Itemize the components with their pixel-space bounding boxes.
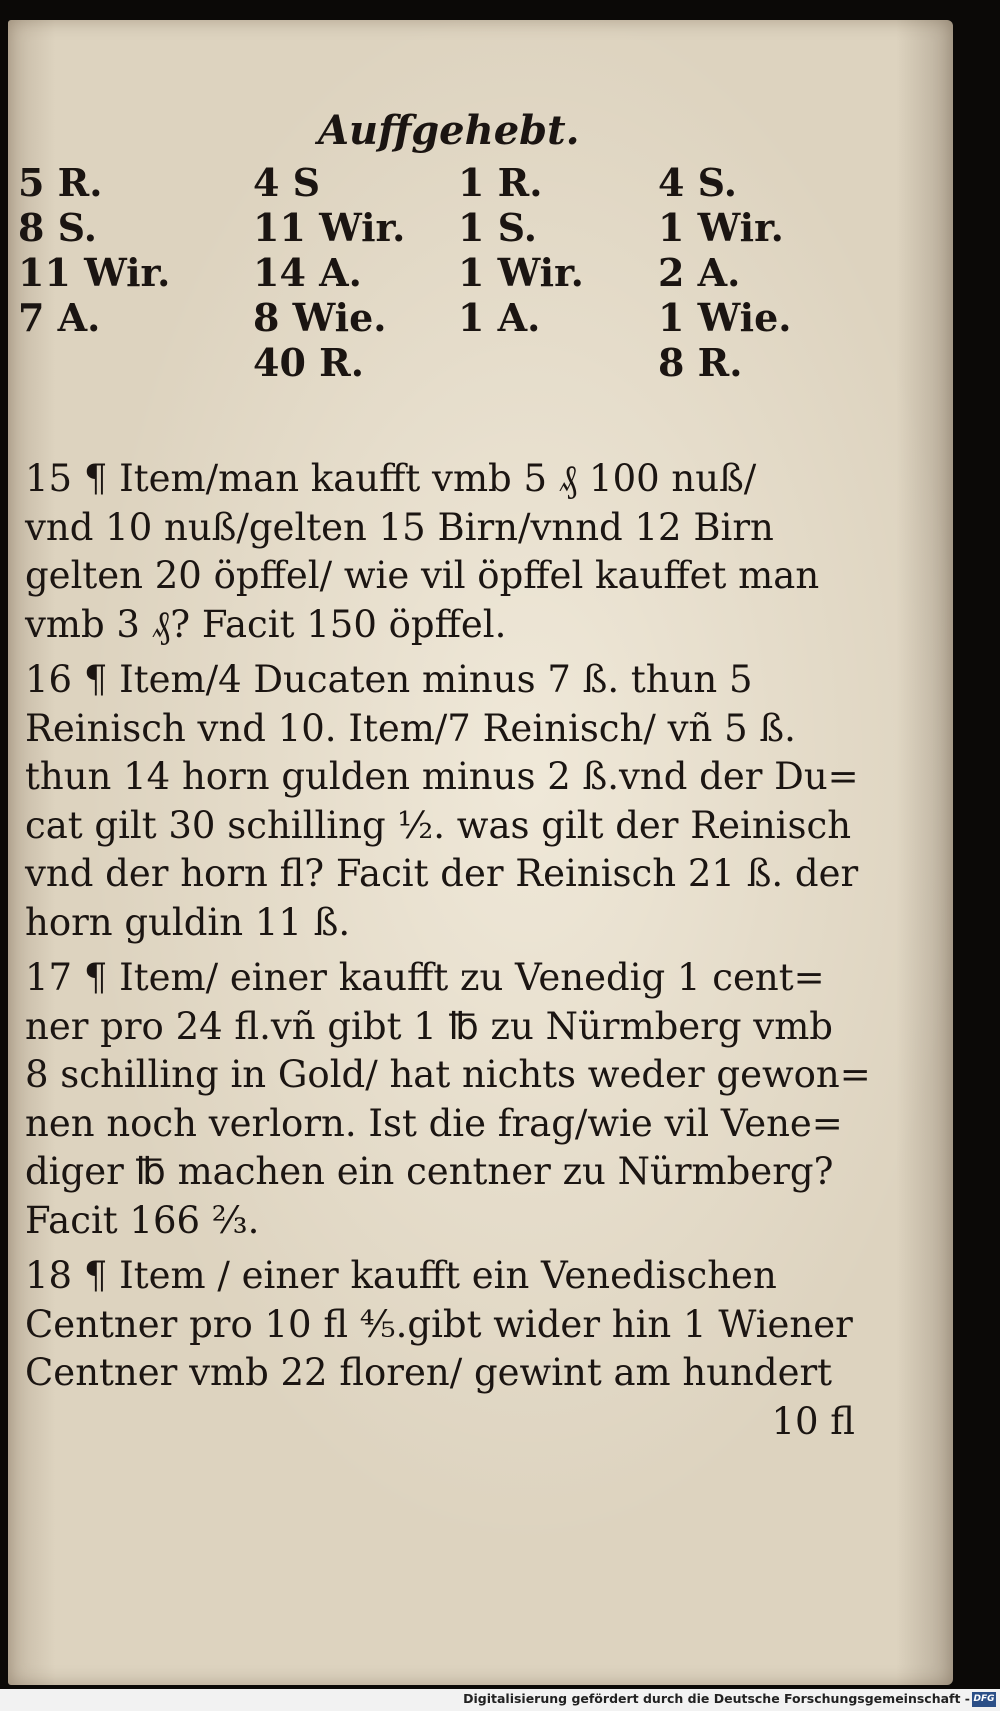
problem-18 [25, 1252, 855, 1446]
table-row [18, 205, 838, 250]
page-header: Auffgehebt. [318, 107, 580, 154]
dfg-logo: DFG [972, 1692, 996, 1707]
table-row [18, 340, 838, 385]
text-line: Facit 166 ⅔. [25, 1198, 260, 1242]
text-line: vnd der horn fl? Facit der Reinisch 21 ß. der [25, 852, 859, 895]
table-cell: 40 R. [253, 340, 364, 385]
text-line: diger ℔ machen ein centner zu Nürmberg? [25, 1150, 834, 1193]
table-cell: 1 Wie. [658, 295, 792, 340]
text-line: horn guldin 11 ß. [25, 900, 351, 944]
text-line: Reinisch vnd 10. Item/7 Reinisch/ vñ 5 ß. [25, 706, 796, 750]
problem-17 [25, 954, 871, 1245]
table-cell: 5 R. [18, 160, 103, 205]
table-cell: 8 Wie. [253, 295, 387, 340]
table-cell: 4 S [253, 160, 321, 205]
table-cell: 1 Wir. [658, 205, 784, 250]
text-line: gelten 20 öpffel/ wie vil öpffel kauffet man [25, 554, 820, 597]
table-cell: 1 Wir. [458, 250, 584, 295]
problem-15 [25, 455, 855, 649]
text-line: vmb 3 ₰? Facit 150 öpffel. [25, 602, 507, 646]
problem-16 [25, 656, 859, 947]
page-body [25, 455, 871, 1453]
text-line: ner pro 24 fl.vñ gibt 1 ℔ zu Nürmberg vmb [25, 1004, 833, 1048]
text-line: 16 ¶ Item/4 Ducaten minus 7 ß. thun 5 [25, 658, 753, 701]
text-line: cat gilt 30 schilling ½. was gilt der Reinisch [25, 803, 852, 847]
table-cell: 11 Wir. [253, 205, 406, 250]
table-row [18, 250, 838, 295]
table-cell: 14 A. [253, 250, 362, 295]
text-line: 17 ¶ Item/ einer kaufft zu Venedig 1 cent= [25, 956, 825, 999]
digitization-footer [0, 1689, 1000, 1711]
funding-notice: Digitalisierung gefördert durch die Deutsche Forschungsgemeinschaft - [463, 1691, 970, 1706]
table-cell: 2 A. [658, 250, 741, 295]
text-line: Centner pro 10 fl ⅘.gibt wider hin 1 Wiener [25, 1302, 853, 1346]
table-cell: 8 R. [658, 340, 743, 385]
table-row [18, 295, 838, 340]
text-line: vnd 10 nuß/gelten 15 Birn/vnnd 12 Birn [25, 505, 774, 549]
table-cell: 7 A. [18, 295, 101, 340]
catchword: 10 fl [771, 1399, 855, 1443]
text-line: 8 schilling in Gold/ hat nichts weder gewon= [25, 1053, 871, 1096]
table-cell: 1 A. [458, 295, 541, 340]
calculation-table [18, 160, 838, 385]
text-line: 18 ¶ Item / einer kaufft ein Venedischen [25, 1254, 777, 1297]
text-line: thun 14 horn gulden minus 2 ß.vnd der Du= [25, 755, 859, 798]
text-line: nen noch verlorn. Ist die frag/wie vil Vene= [25, 1101, 843, 1145]
table-cell: 4 S. [658, 160, 737, 205]
table-cell: 11 Wir. [18, 250, 171, 295]
text-line: Centner vmb 22 floren/ gewint am hundert [25, 1351, 833, 1394]
table-row [18, 160, 838, 205]
table-cell: 1 R. [458, 160, 543, 205]
table-cell: 8 S. [18, 205, 97, 250]
text-line: 15 ¶ Item/man kaufft vmb 5 ₰ 100 nuß/ [25, 457, 757, 500]
table-cell: 1 S. [458, 205, 537, 250]
